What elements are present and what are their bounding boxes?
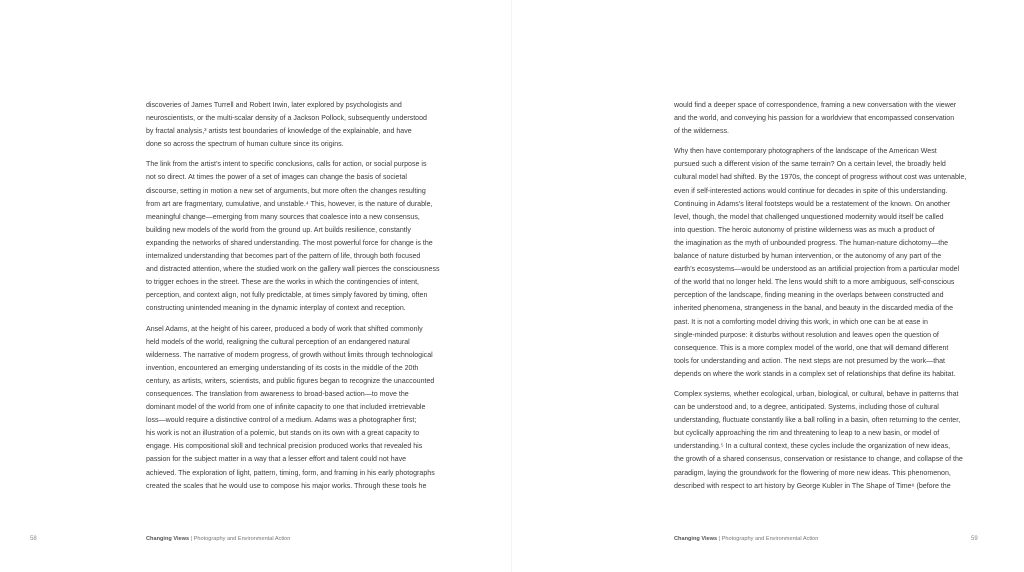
text-line: neuroscientists, or the multi-scalar density of a Jackson Pollock, subsequently understood — [146, 115, 427, 123]
footer-separator: | — [717, 536, 722, 542]
text-line: discoveries of James Turrell and Robert Irwin, later explored by psychologists and — [146, 102, 402, 109]
text-line: perception of the landscape, finding meaning in the overlaps between constructed and — [674, 292, 944, 300]
text-line: level, though, the model that challenged unquestioned modernity would itself be called — [674, 213, 944, 221]
paragraph — [674, 145, 994, 381]
text-line: to trigger echoes in the street. These are the works in which the contingencies of intent, — [146, 279, 420, 287]
text-line: Complex systems, whether ecological, urban, biological, or cultural, behave in patterns that — [674, 390, 959, 398]
text-line: dominant model of the world from one of infinite capacity to one that included irretrievable — [146, 404, 426, 412]
text-line: earth’s ecosystems—would be understood as an artificial projection from a particular model — [674, 266, 960, 274]
footer-book-subtitle: Photography and Environmental Action — [193, 536, 291, 542]
text-line: pursued such a different vision of the same terrain? On a certain level, the broadly held — [674, 161, 946, 169]
text-line: described with respect to art history by George Kubler in The Shape of Time⁶ (before the — [674, 482, 951, 490]
left-page-number: 58 — [30, 536, 37, 542]
text-line: held models of the world, realigning the cultural perception of an endangered natural — [146, 338, 410, 346]
text-line: would find a deeper space of correspondence, framing a new conversation with the viewer — [674, 102, 957, 109]
paragraph — [146, 323, 466, 493]
right-text-column — [674, 99, 994, 500]
text-line: depends on where the work stands in a complex set of relationships that define its habitat. — [674, 370, 956, 378]
right-page-number: 59 — [971, 536, 978, 542]
text-line: the imagination as the myth of unbounded progress. The human-nature dichotomy—the — [674, 239, 949, 247]
text-line: past. It is not a comforting model driving this work, in which one can be at ease in — [674, 318, 928, 326]
text-line: understanding.⁵ In a cultural context, these cycles include the organization of new ideas, — [674, 443, 951, 451]
text-line: Why then have contemporary photographers of the landscape of the American West — [674, 148, 937, 156]
text-line: by fractal analysis,³ artists test boundaries of knowledge of the explainable, and have — [146, 128, 412, 136]
text-line: of the wilderness. — [674, 128, 730, 136]
paragraph — [146, 99, 466, 151]
text-line: Continuing in Adams’s literal footsteps would be a restatement of the known. On another — [674, 200, 951, 208]
text-line: single-minded purpose: it disturbs without resolution and leaves open the question of — [674, 331, 939, 339]
text-line: paradigm, laying the groundwork for the flowering of more new ideas. This phenomenon, — [674, 469, 951, 477]
text-line: and the world, and conveying his passion for a worldview that encompassed conservation — [674, 115, 955, 123]
text-line: understanding, fluctuate constantly like a ball rolling in a basin, often returning to the center, — [674, 417, 961, 425]
text-line: can be understood and, to a degree, anticipated. Systems, including those of cultural — [674, 404, 939, 412]
text-line: done so across the spectrum of human culture since its origins. — [146, 141, 344, 149]
text-line: tools for understanding and action. The next steps are not presumed by the work—that — [674, 357, 945, 365]
text-line: of the world that no longer held. The lens would shift to a more ambiguous, self-conscious — [674, 279, 955, 287]
text-line: engage. His compositional skill and technical precision produced works that revealed his — [146, 443, 423, 451]
text-line: century, as artists, writers, scientists, and public figures began to recognize the unaccounted — [146, 377, 435, 385]
paragraph — [674, 388, 994, 493]
text-line: inherited phenomena, strangeness in the banal, and beauty in the discarded media of the — [674, 305, 954, 313]
footer-book-title: Changing Views — [146, 536, 190, 542]
text-line: achieved. The exploration of light, pattern, timing, form, and framing in his early photographs — [146, 469, 435, 477]
text-line: created the scales that he would use to compose his major works. Through these tools he — [146, 482, 427, 490]
text-line: not so direct. At times the power of a set of images can change the basis of societal — [146, 174, 407, 182]
text-line: balance of nature disturbed by human intervention, or the autonomy of any part of the — [674, 253, 942, 261]
text-line: consequences. The translation from awareness to broad-based action—to move the — [146, 390, 409, 398]
text-line: internalized understanding that becomes part of the pattern of life, through both focused — [146, 253, 421, 261]
left-running-footer — [146, 536, 290, 542]
text-line: passion for the subject matter in a way that a lesser effort and talent could not have — [146, 456, 407, 464]
footer-book-subtitle: Photography and Environmental Action — [721, 536, 819, 542]
paragraph — [146, 158, 466, 315]
text-line: and distracted attention, where the studied work on the gallery wall pierces the consciousness — [146, 266, 440, 274]
footer-separator: | — [189, 536, 194, 542]
text-line: Ansel Adams, at the height of his career, produced a body of work that shifted commonly — [146, 325, 423, 333]
text-line: invention, encountered an emerging understanding of its costs in the middle of the 20th — [146, 364, 419, 372]
text-line: cultural model had shifted. By the 1970s, the concept of progress without cost was untenable, — [674, 174, 967, 182]
text-line: wilderness. The narrative of modern progress, of growth without limits through technological — [146, 351, 433, 359]
paragraph — [674, 99, 994, 138]
text-line: building new models of the world from the ground up. Art builds resilience, constantly — [146, 226, 411, 234]
right-running-footer — [674, 536, 818, 542]
text-line: discourse, setting in motion a new set of arguments, but more often the changes resulting — [146, 187, 426, 195]
text-line: constructing unintended meaning in the dynamic interplay of context and reception. — [146, 305, 406, 313]
text-line: The link from the artist’s intent to specific conclusions, calls for action, or social purpose is — [146, 161, 427, 169]
text-line: into question. The heroic autonomy of pristine wilderness was as much a product of — [674, 226, 935, 234]
text-line: but cyclically approaching the rim and threatening to leap to a new basin, or model of — [674, 430, 940, 438]
text-line: even if self-interested actions would continue for decades in spite of this understanding. — [674, 187, 948, 195]
text-line: perception, and context align, not fully predictable, at times simply favored by timing, often — [146, 292, 428, 300]
text-line: meaningful change—emerging from many sources that coalesce into a new consensus, — [146, 213, 420, 221]
text-line: the growth of a shared consensus, conservation or resistance to change, and collapse of the — [674, 456, 963, 464]
right-page — [512, 0, 1024, 572]
text-line: his work is not an illustration of a polemic, but stands on its own with a great capacity to — [146, 430, 420, 438]
text-line: from art are fragmentary, cumulative, and unstable.⁴ This, however, is the nature of durable, — [146, 200, 433, 208]
text-line: consequence. This is a more complex model of the world, one that will demand different — [674, 344, 949, 352]
text-line: expanding the networks of shared understanding. The most powerful force for change is the — [146, 239, 433, 247]
left-text-column — [146, 99, 466, 500]
footer-book-title: Changing Views — [674, 536, 718, 542]
text-line: loss—would require a distinctive control of a medium. Adams was a photographer first; — [146, 417, 417, 425]
